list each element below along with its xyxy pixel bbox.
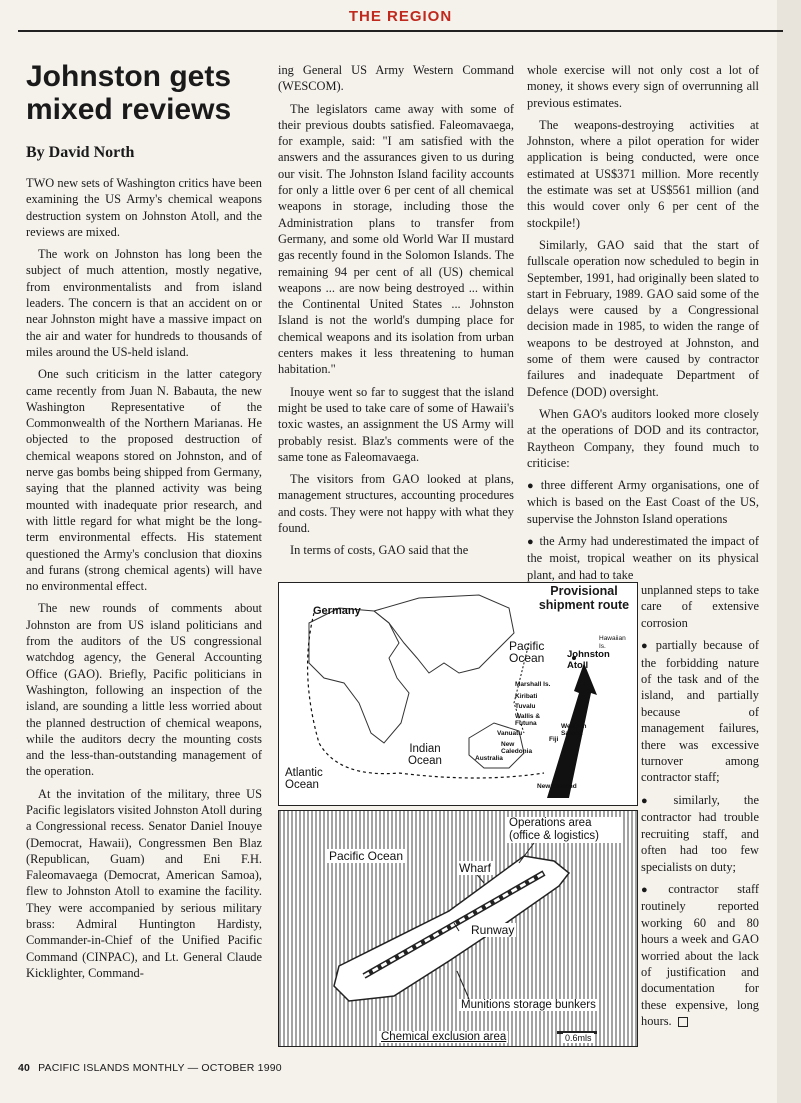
operations-area-label: Operations area (office & logistics) (507, 817, 621, 843)
article-column-3 (527, 62, 759, 589)
paragraph: ing General US Army Western Command (WESCOM). (278, 63, 514, 94)
johnston-site-map (278, 810, 638, 1047)
byline: By David North (26, 144, 135, 161)
kiribati-label: Kiribati (515, 693, 538, 700)
wharf-label: Wharf (459, 861, 492, 875)
headline: Johnston gets mixed reviews (26, 60, 232, 126)
bullet-item: ● similarly, the contractor had trouble recruiting staff, and often had too few specialists on duty; (641, 792, 759, 875)
paragraph: The legislators came away with some of their previous doubts satisfied. Faleomavaega, for example, said: "I am satisfied with the answers and the assurances given to us during our visit. The Johnston Island facility accounts for only a little over 6 per cent of all chemical weapons in storage, including those the Administration plans to transfer from Germany, and some old World War II mustard gas recently found in the Solomon Islands. The remaining 94 per cent of all (US) chemical weapons ... are now being destroyed ... within the Continental United States ... Johnston Island is not the world's dumping place for chemical weapons and its isolation from urban centers makes it less threatening to human habitation." (278, 101, 514, 377)
bullet-item (641, 881, 759, 1030)
bullet-item: ● partially because of the forbidding nature of the task and of the island, and partially because of management failures, there was excessive turnover among contractor staff; (641, 637, 759, 786)
wallis-futuna-label: Wallis & Futuna (515, 713, 541, 727)
atlantic-ocean-label: Atlantic Ocean (285, 767, 323, 791)
top-rule (18, 30, 783, 32)
western-samoa-label: Western Samoa (561, 723, 587, 737)
paragraph: In terms of costs, GAO said that the (290, 543, 469, 558)
article-column-2 (278, 62, 514, 565)
paragraph: The weapons-destroying activities at Johnston, where a pilot operation for wider application is being conducted, were once estimated at US$371 million. More recently the estimate was set at US$561 million (and this would cover only 6 per cent of the stockpile!) (527, 117, 759, 230)
article-column-1 (26, 175, 262, 987)
article-column-3-continued (641, 582, 759, 1036)
new-caledonia-label: New Caledonia (501, 741, 533, 755)
australia-label: Australia (475, 755, 503, 762)
paragraph: One such criticism in the latter category came recently from Juan N. Babauta, the new Washington Representative of the Commonwealth of the Northern Marianas. He objected to the proposed destruction of chemical weapons stored on Johnston, and of nerve gas bombs being shipped from Germany, saying that the planned activity was being mounted with inadequate prior research, and with little regard for what might be the long-term environmental effects. His statement questioned the Army's conclusion that dioxins and furans (strong chemical agents) will have no environmental effect. (26, 367, 262, 594)
map-title: Provisional shipment route (538, 584, 630, 612)
paragraph: Similarly, GAO said that the start of fullscale operation now scheduled to begin in September, 1991, had originally been slated to start in February, 1989. GAO said some of the delays were caused by a Congressional decision made in 1985, to widen the range of weapons to be destroyed at Johnston, and some of them were caused by contractor failures and inadequate Department of Defence (DOD) oversight. (527, 237, 759, 399)
pacific-ocean-site-label: Pacific Ocean (329, 849, 404, 863)
paragraph: The new rounds of comments about Johnston are from US island politicians and from the auditors of the US congressional watchdog agency, the General Accounting Office (GAO). Briefly, Pacific politicians in Washington, following an inspection of the island, are sounding a little less worried about the planned destruction of chemical weapons, while the auditors decry the mounting costs and the less-than-outstanding management of the operation. (26, 601, 262, 779)
pacific-ocean-label: Pacific Ocean (509, 639, 545, 665)
adjacent-page-edge (777, 0, 801, 1103)
bullet-item: ● the Army had underestimated the impact of the moist, tropical weather on its physical plant, and had to take (527, 533, 759, 583)
bullet-text: contractor staff routinely reported working 60 and 80 hours a week and GAO worried about the lack of justification and documentation for these expensive, long hours. (641, 881, 759, 1029)
end-mark (678, 1017, 688, 1027)
paragraph: The work on Johnston has long been the subject of much attention, mostly negative, from environmentalists and from island leaders. The concern is that an accident on or near Johnston might have a massive impact on the air and water for hundreds to thousands of miles around the US-held island. (26, 247, 262, 359)
bullet-item: ● three different Army organisations, one of which is based on the East Coast of the US, supervise the Johnston Island operations (527, 477, 759, 527)
paragraph: When GAO's auditors looked more closely at the operations of DOD and its contractor, Raytheon Company, they found much to criticise: (527, 406, 759, 470)
johnston-atoll-label: Johnston Atoll (567, 649, 610, 671)
paragraph: whole exercise will not only cost a lot of money, it shows every sign of overrunning all previous estimates. (527, 63, 759, 110)
scale-label: 0.6mls (565, 1033, 592, 1043)
publication-line: PACIFIC ISLANDS MONTHLY — OCTOBER 1990 (38, 1062, 282, 1074)
tuvalu-label: Tuvalu (515, 703, 536, 710)
paragraph: The visitors from GAO looked at plans, management structures, accounting procedures and costs. They were not happy with what they found. (278, 472, 514, 536)
munitions-bunkers-label: Munitions storage bunkers (461, 999, 596, 1011)
paragraph: unplanned steps to take care of extensive corrosion (641, 583, 759, 630)
page-number: 40 (18, 1062, 31, 1074)
marshall-label: Marshall Is. (515, 681, 551, 688)
new-zealand-label: New Zealand (537, 783, 577, 790)
fiji-label: Fiji (549, 736, 559, 743)
section-label: THE REGION (348, 8, 453, 25)
page-footer (18, 1062, 282, 1074)
vanuatu-label: Vanuatu (497, 730, 523, 737)
chemical-exclusion-label: Chemical exclusion area (381, 1031, 507, 1043)
paragraph: Inouye went so far to suggest that the island might be used to take care of some of Hawaii's toxic wastes, an assignment the US Army will probably resist. Blaz's comments were of the same tone as Faleomavaega. (278, 384, 514, 464)
runway-label: Runway (471, 923, 515, 937)
indian-ocean-label: Indian Ocean (408, 743, 442, 767)
paragraph: At the invitation of the military, three US Pacific legislators visited Johnston Atoll during a Congressional recess. Senator Daniel Inouye (Democrat, Hawaii), Congressmen Ben Blaz (Republican, Guam) and Eni F.H. Faleomavaega (Democrat, American Samoa), flew to Johnston Atoll to examine the facility. They were accompanied by serious military brass: Admiral Huntington Hardisty, Commander-in-Chief of the Unified Pacific Command (CINPAC), and Lt. General Claude Kicklighter, Command- (26, 786, 262, 980)
paragraph: TWO new sets of Washington critics have been examining the US Army's chemical weapons destruction system on Johnston Atoll, and the reviews are mixed. (26, 176, 262, 239)
hawaiian-label: Hawaiian Is. (599, 635, 626, 650)
shipment-route-map (278, 582, 638, 806)
germany-label: Germany (313, 605, 361, 617)
